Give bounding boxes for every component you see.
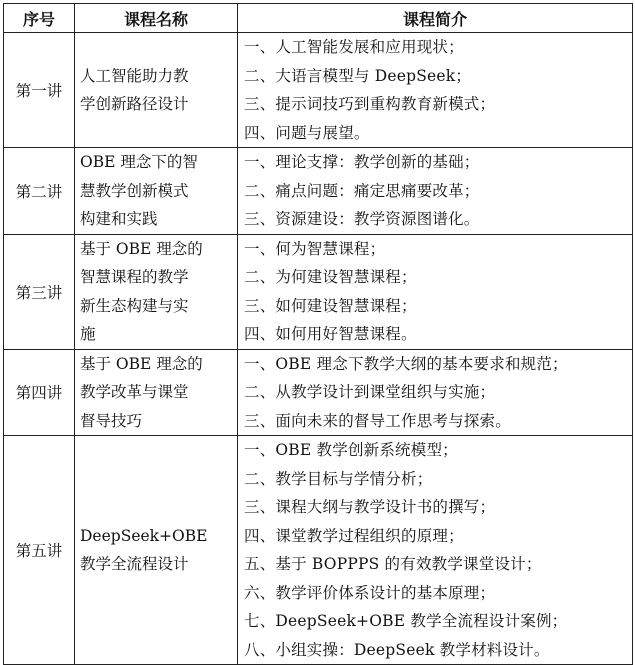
course-name-line: DeepSeek+OBE (80, 526, 208, 545)
lecture-number: 第四讲 (4, 349, 75, 436)
course-table-container (3, 3, 633, 665)
course-name (75, 148, 238, 235)
course-name-line: 构建和实践 (80, 210, 158, 228)
description-item: 三、面向未来的督导工作思考与探索。 (244, 411, 511, 430)
description-item: 一、OBE 理念下教学大纲的基本要求和规范； (244, 354, 568, 373)
course-description (238, 148, 633, 235)
description-item: 一、理论支撑：教学创新的基础； (244, 153, 480, 171)
description-item: 四、课堂教学过程组织的原理； (244, 526, 464, 545)
lecture-number: 第二讲 (4, 148, 75, 235)
course-description (238, 234, 633, 349)
course-name-line: 教学改革与课堂 (80, 383, 189, 401)
course-name-line: 基于 OBE 理念的 (80, 239, 203, 258)
description-item: 二、痛点问题：痛定思痛要改革； (244, 181, 480, 200)
course-description (238, 33, 633, 148)
course-description (238, 349, 633, 436)
course-name-line: 慧教学创新模式 (80, 181, 189, 200)
table-row (4, 436, 633, 665)
description-item: 二、大语言模型与 DeepSeek； (244, 66, 472, 85)
course-name-line: 基于 OBE 理念的 (80, 354, 203, 373)
description-item: 六、教学评价体系设计的基本原理； (244, 583, 496, 602)
course-description (238, 436, 633, 665)
course-name (75, 436, 238, 665)
lecture-number: 第三讲 (4, 234, 75, 349)
table-row (4, 148, 633, 235)
description-item: 二、为何建设智慧课程； (244, 268, 417, 286)
header-course-name: 课程名称 (75, 4, 238, 33)
course-name-line: 施 (80, 325, 96, 343)
course-name-line: 新生态构建与实 (80, 296, 189, 315)
header-row (4, 4, 633, 33)
header-course-description: 课程简介 (238, 4, 633, 33)
header-number: 序号 (4, 4, 75, 33)
description-item: 五、基于 BOPPPS 的有效教学课堂设计； (244, 555, 542, 573)
course-name-line: 学创新路径设计 (80, 95, 189, 113)
description-item: 一、人工智能发展和应用现状； (244, 38, 464, 56)
table-row (4, 349, 633, 436)
description-item: 七、DeepSeek+OBE 教学全流程设计案例； (244, 612, 568, 630)
description-item: 三、如何建设智慧课程； (244, 296, 417, 315)
description-item: 三、资源建设：教学资源图谱化。 (244, 210, 480, 228)
description-item: 一、OBE 教学创新系统模型； (244, 441, 458, 459)
course-name (75, 234, 238, 349)
course-name-line: 督导技巧 (80, 411, 143, 430)
course-name-line: 人工智能助力教 (80, 66, 189, 85)
description-item: 二、从教学设计到课堂组织与实施； (244, 383, 496, 401)
description-item: 四、问题与展望。 (244, 123, 370, 142)
description-item: 三、课程大纲与教学设计书的撰写； (244, 498, 496, 516)
lecture-number: 第五讲 (4, 436, 75, 665)
description-item: 一、何为智慧课程； (244, 239, 386, 258)
course-name (75, 33, 238, 148)
course-name-line: 教学全流程设计 (80, 555, 189, 573)
description-item: 三、提示词技巧到重构教育新模式； (244, 95, 496, 113)
course-name (75, 349, 238, 436)
table-row (4, 234, 633, 349)
course-name-line: 智慧课程的教学 (80, 268, 189, 286)
description-item: 四、如何用好智慧课程。 (244, 325, 417, 343)
course-table (3, 3, 633, 665)
course-name-line: OBE 理念下的智 (80, 153, 198, 171)
table-row (4, 33, 633, 148)
course-table-body (4, 33, 633, 665)
description-item: 二、教学目标与学情分析； (244, 469, 433, 488)
description-item: 八、小组实操：DeepSeek 教学材料设计。 (244, 640, 550, 659)
lecture-number: 第一讲 (4, 33, 75, 148)
